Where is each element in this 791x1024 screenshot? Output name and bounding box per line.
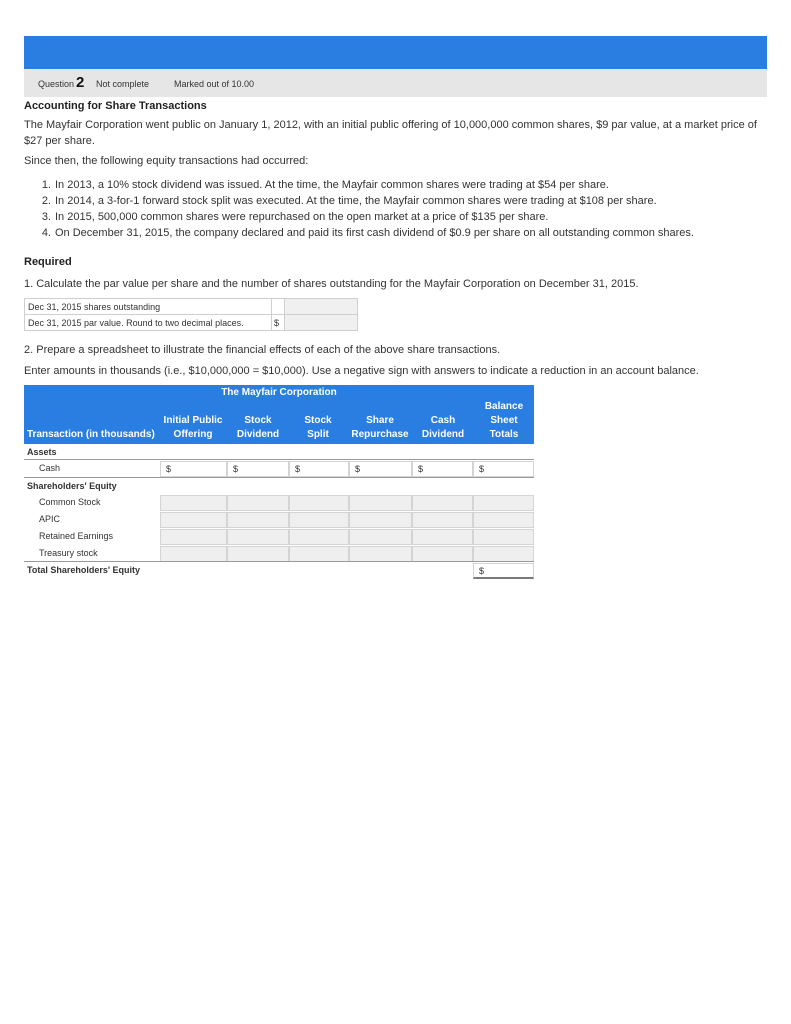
par-value-label: Dec 31, 2015 par value. Round to two decimal places.	[25, 315, 272, 331]
total-equity-input[interactable]	[473, 563, 534, 579]
transaction-list	[24, 177, 694, 241]
shares-outstanding-prefix	[272, 299, 285, 315]
question-number: 2	[76, 74, 85, 91]
column-header-cash-dividend: Cash Dividend	[421, 415, 465, 440]
retained-stock-dividend-input[interactable]	[227, 529, 289, 545]
row-label-assets: Assets	[27, 447, 57, 457]
list-item: 2. In 2014, a 3-for-1 forward stock split was executed. At the time, the Mayfair common shares were trading at $108 per share.	[41, 195, 657, 207]
table-row	[24, 545, 534, 561]
question-status: Not complete	[96, 79, 150, 89]
common-stock-stock-split-input[interactable]	[289, 495, 349, 511]
retained-share-repurchase-input[interactable]	[349, 529, 412, 545]
currency-prefix: $	[166, 464, 172, 474]
apic-share-repurchase-input[interactable]	[349, 512, 412, 528]
part1-answer-table	[24, 298, 358, 331]
par-value-prefix: $	[272, 315, 285, 331]
row-label-apic: APIC	[39, 514, 61, 524]
list-item: 3. In 2015, 500,000 common shares were repurchased on the open market at a price of $135 per share.	[41, 211, 549, 223]
par-value-input[interactable]	[285, 315, 358, 331]
treasury-total-input[interactable]	[473, 546, 534, 562]
shares-outstanding-input[interactable]	[285, 299, 358, 315]
column-header-stock-dividend: Stock Dividend	[236, 415, 280, 440]
row-label-cash: Cash	[39, 463, 61, 473]
table-row	[24, 494, 534, 510]
apic-ipo-input[interactable]	[160, 512, 227, 528]
apic-stock-split-input[interactable]	[289, 512, 349, 528]
currency-prefix: $	[479, 464, 485, 474]
apic-cash-dividend-input[interactable]	[412, 512, 473, 528]
table-row	[25, 315, 358, 331]
top-header-bar	[24, 36, 767, 69]
row-label-total-equity: Total Shareholders' Equity	[27, 565, 140, 575]
common-stock-share-repurchase-input[interactable]	[349, 495, 412, 511]
currency-prefix: $	[418, 464, 424, 474]
part2-prompt: 2. Prepare a spreadsheet to illustrate the financial effects of each of the above share transactions.	[24, 344, 501, 356]
question-marks: Marked out of 10.00	[174, 79, 255, 89]
row-label-treasury-stock: Treasury stock	[39, 548, 98, 558]
retained-ipo-input[interactable]	[160, 529, 227, 545]
table-row	[24, 562, 534, 578]
table-row	[24, 478, 534, 494]
table-row	[25, 299, 358, 315]
cash-stock-split-input[interactable]	[289, 461, 349, 477]
column-header-transaction: Transaction (in thousands)	[27, 429, 155, 440]
list-item: 4. On December 31, 2015, the company declared and paid its first cash dividend of $0.9 per share on all outstanding common shares.	[41, 227, 694, 239]
treasury-share-repurchase-input[interactable]	[349, 546, 412, 562]
apic-total-input[interactable]	[473, 512, 534, 528]
spreadsheet-header	[24, 400, 534, 444]
question-info-bar	[24, 69, 767, 97]
treasury-stock-dividend-input[interactable]	[227, 546, 289, 562]
column-header-totals: Balance Sheet Totals	[484, 401, 524, 440]
cash-share-repurchase-input[interactable]	[349, 461, 412, 477]
question-label: Question	[38, 79, 75, 89]
currency-prefix: $	[479, 566, 485, 576]
currency-prefix: $	[233, 464, 239, 474]
cash-ipo-input[interactable]	[160, 461, 227, 477]
column-header-share-repurchase: Share Repurchase	[351, 415, 409, 440]
apic-stock-dividend-input[interactable]	[227, 512, 289, 528]
retained-cash-dividend-input[interactable]	[412, 529, 473, 545]
treasury-ipo-input[interactable]	[160, 546, 227, 562]
cash-total-input[interactable]	[473, 461, 534, 477]
table-row	[24, 460, 534, 476]
common-stock-stock-dividend-input[interactable]	[227, 495, 289, 511]
table-row	[24, 444, 534, 460]
table-row	[24, 511, 534, 527]
table-row	[24, 528, 534, 544]
since-paragraph: Since then, the following equity transactions had occurred:	[24, 155, 309, 167]
shares-outstanding-label: Dec 31, 2015 shares outstanding	[25, 299, 272, 315]
list-item: 1. In 2013, a 10% stock dividend was issued. At the time, the Mayfair common shares were trading at $54 per share.	[41, 179, 609, 191]
row-label-common-stock: Common Stock	[39, 497, 101, 507]
intro-paragraph: The Mayfair Corporation went public on January 1, 2012, with an initial public offering of 10,000,000 common shares, $9 par value, at a market price of $27 per share.	[24, 119, 757, 147]
row-label-retained-earnings: Retained Earnings	[39, 531, 114, 541]
common-stock-ipo-input[interactable]	[160, 495, 227, 511]
row-label-equity: Shareholders' Equity	[27, 481, 117, 491]
treasury-cash-dividend-input[interactable]	[412, 546, 473, 562]
currency-prefix: $	[355, 464, 361, 474]
part2-instructions: Enter amounts in thousands (i.e., $10,000,000 = $10,000). Use a negative sign with answers to indicate a reduction in an account balance.	[24, 365, 699, 377]
required-heading: Required	[24, 256, 72, 268]
column-header-stock-split: Stock Split	[304, 415, 332, 440]
common-stock-total-input[interactable]	[473, 495, 534, 511]
cash-stock-dividend-input[interactable]	[227, 461, 289, 477]
currency-prefix: $	[295, 464, 301, 474]
cash-cash-dividend-input[interactable]	[412, 461, 473, 477]
common-stock-cash-dividend-input[interactable]	[412, 495, 473, 511]
column-header-ipo: Initial Public Offering	[163, 415, 223, 440]
treasury-stock-split-input[interactable]	[289, 546, 349, 562]
part1-prompt: 1. Calculate the par value per share and the number of shares outstanding for the Mayfair Corporation on December 31, 2015.	[24, 278, 639, 290]
retained-stock-split-input[interactable]	[289, 529, 349, 545]
page-title: Accounting for Share Transactions	[24, 100, 207, 112]
spreadsheet-title: The Mayfair Corporation	[24, 385, 534, 400]
retained-total-input[interactable]	[473, 529, 534, 545]
